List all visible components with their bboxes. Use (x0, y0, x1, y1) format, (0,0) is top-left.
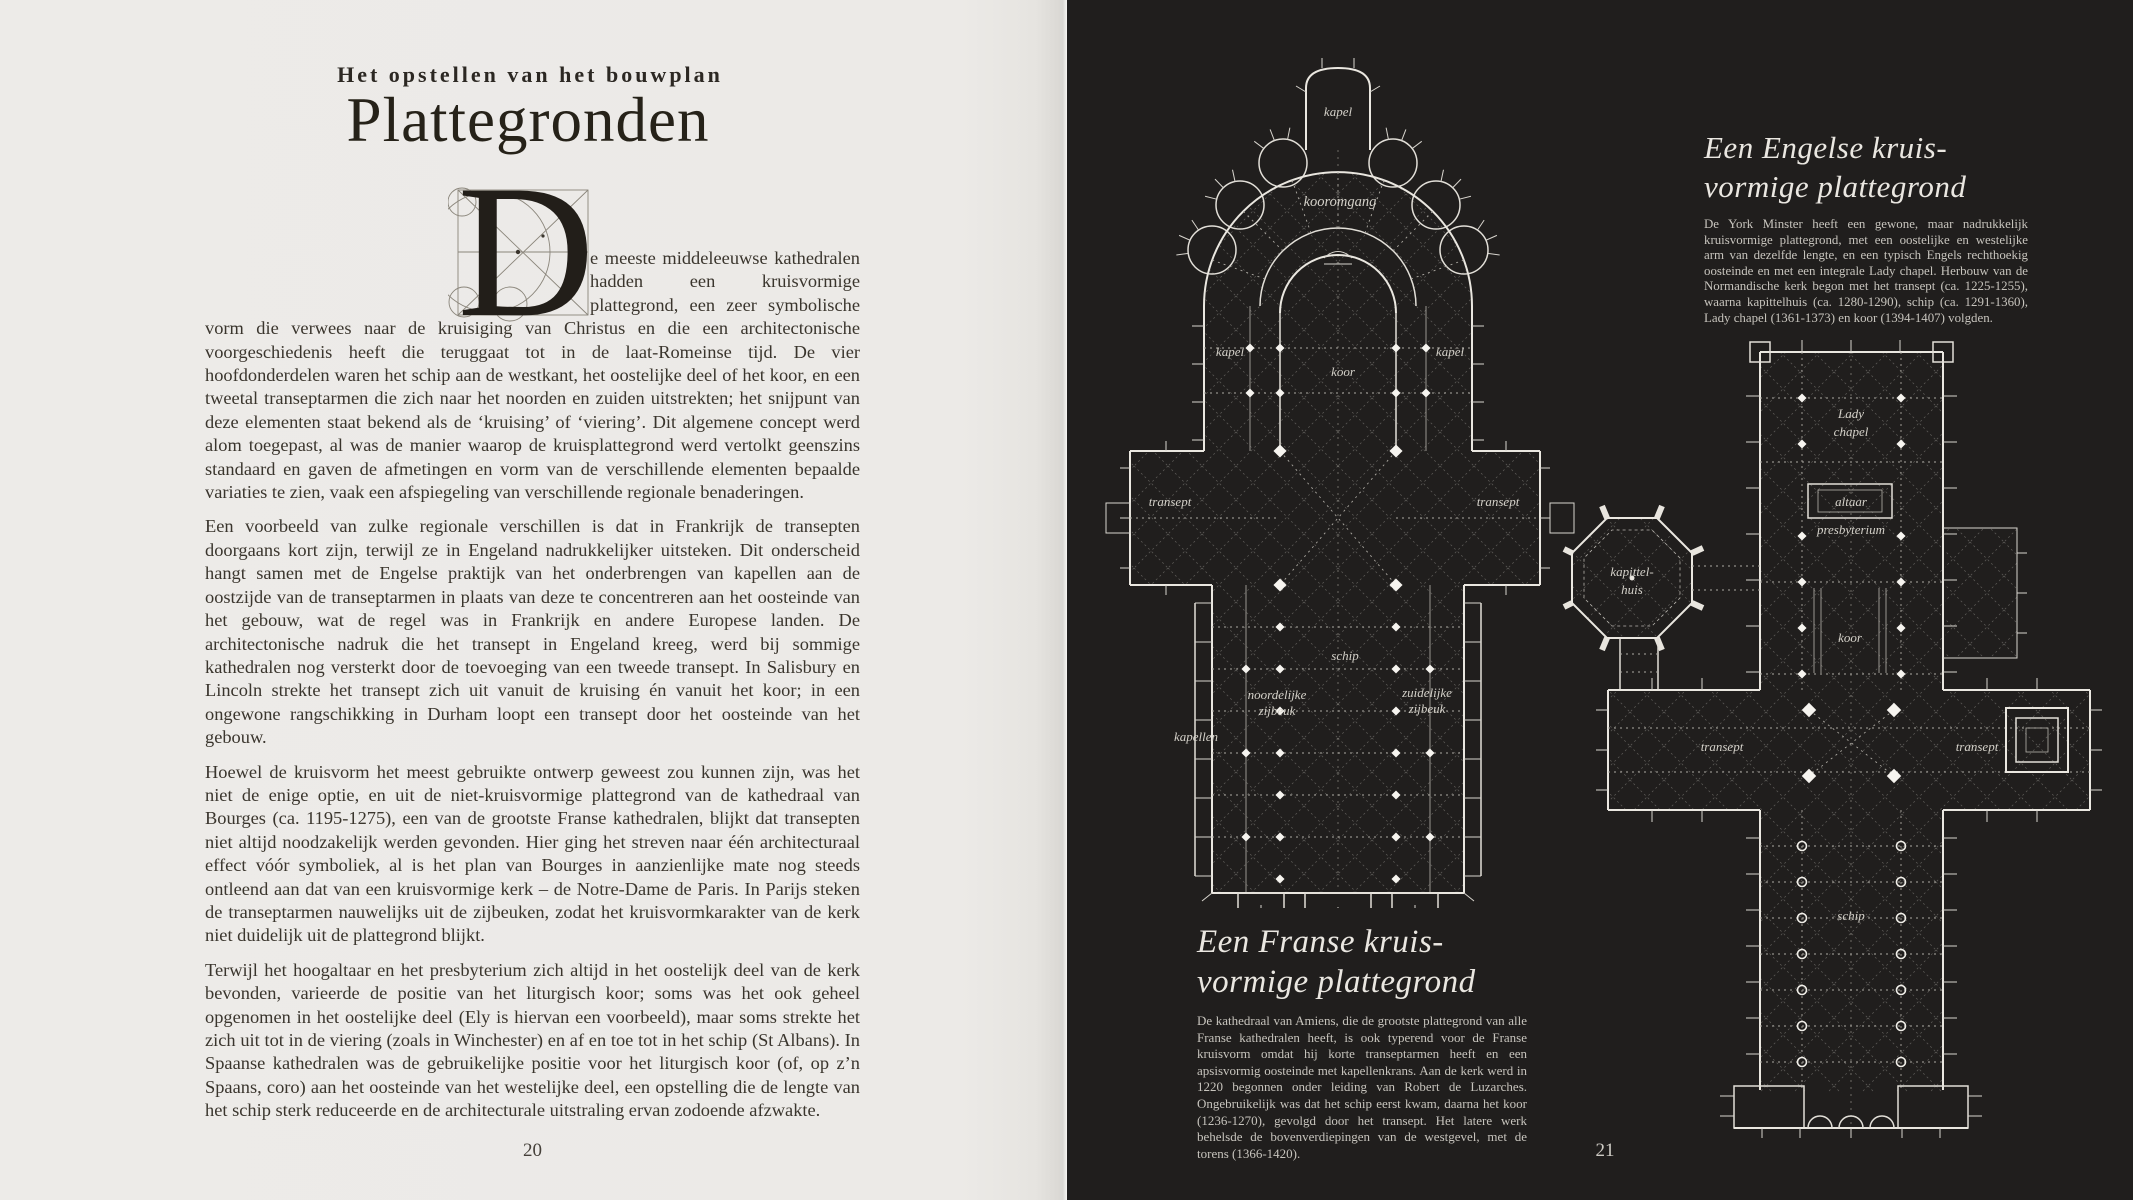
plan-label-choir: koor (1838, 630, 1862, 645)
plan-label-chapel-left: kapel (1215, 344, 1245, 359)
section-kicker: Het opstellen van het bouwplan (337, 62, 723, 87)
paragraph-4: Terwijl het hoogaltaar en het presbyterium zich altijd in het oostelijk deel van de kerk bevonden, varieerde de positie van het liturgisch koor; soms was het ook geheel opgenomen in het oostelijke deel (Ely is hiervan een voorbeeld), maar soms strekte het zich uit tot in de viering (zoals in Winchester) en af en toe tot in het schip (St Albans). In Spaanse kathedralen was de gebruikelijke positie voor het liturgisch koor (of, op z’n Spaans, coro) aan het oosteinde van het westelijke deel, een opstelling die de lengte van het schip sterk reduceerde en de architecturale uitstraling ervan zodoende afzwakte. (205, 959, 860, 1121)
article-body (205, 182, 860, 1123)
plan-label-transept-right: transept (1955, 739, 1999, 754)
plan-label-transept-left: transept (1700, 739, 1744, 754)
plan-label-lady-chapel-2: chapel (1833, 424, 1869, 439)
english-heading-line-1: Een Engelse kruis- (1704, 130, 1948, 165)
english-section-body: De York Minster heeft een gewone, maar nadrukkelijk kruisvormige plattegrond, met een oostelijke en westelijke arm van dezelfde lengte, en een typisch Engels rechthoekig oosteinde en met een integrale Lady chapel. Herbouw van de Normandische kerk begon met het transept (ca. 1225-1255), waarna kapittelhuis (ca. 1280-1290), schip (ca. 1291-1360), Lady chapel (1361-1373) en koor (1394-1407) volgden. (1704, 217, 2028, 325)
plan-label-chapel-right: kapel (1435, 344, 1465, 359)
paragraph-text: e meeste middeleeuwse kathedralen hadden een kruisvormige plattegrond, een zeer symbolische vorm die verwees naar de kruisiging van Christus en die een architectonische voorgeschiedenis heeft die teruggaat tot in de laat-Romeinse tijd. De vier hoofdonderdelen waren het schip aan de westkant, het oostelijke deel of het koor, en een tweetal transeptarmen die zich naar het noorden en zuiden uitstrekten; het snijpunt van deze elementen staat bekend als de ‘kruising’ of ‘viering’. Dit algemene concept werd alom toegepast, al was de manier waarop de kruisplattegrond werd vertolkt geenszins standaard en gaven de afmetingen en vorm van de verschillende elementen bepaalde variaties te zien, vaak een afspiegeling van verschillende regionale benaderingen. (205, 248, 860, 503)
plan-label-south-aisle: zuidelijke (1402, 685, 1452, 700)
plan-label-north-aisle: noordelijke (1247, 687, 1307, 702)
plan-label-nave: schip (1837, 908, 1865, 923)
plan-label-transept-right: transept (1476, 494, 1520, 509)
english-plan-section (1704, 128, 2028, 326)
paragraph-2: Een voorbeeld van zulke regionale verschillen is dat in Frankrijk de transepten doorgaans kort zijn, terwijl ze in Engeland nadrukkelijker uitsteken. Dit onderscheid hangt samen met de Engelse praktijk van het onderbrengen van kapellen aan de oostzijde van de transeptarmen in plaats van deze te concentreren aan het oosteinde van het gebouw, wat de regel was in Frankrijk en andere Europese landen. De architectonische nadruk die het transept in Engeland kreeg, werd bij sommige kathedralen nog versterkt door de toevoeging van een tweede transept. In Salisbury en Lincoln strekte het transept zich uit vanuit de kruising én vanuit het koor; in een ongewone rangschikking in Durham loopt een transept door het oosteinde van het gebouw. (205, 516, 860, 748)
plan-label-chapter-house-2: huis (1621, 582, 1643, 597)
page-number-right: 21 (1595, 1140, 1615, 1161)
french-plan-section (1197, 922, 1527, 1162)
french-heading-line-2: vormige plattegrond (1197, 964, 1476, 1000)
drop-cap-letter: D (457, 182, 595, 354)
english-section-heading (1704, 128, 2028, 206)
plan-label-transept-left: transept (1148, 494, 1192, 509)
plan-label-ambulatory: kooromgang (1303, 194, 1377, 210)
paragraph-3: Hoewel de kruisvorm het meest gebruikte ontwerp geweest zou kunnen zijn, was het niet de enige optie, en uit de niet-kruisvormige plattegrond van de kathedraal van Bourges (ca. 1195-1275), een van de grootste Franse kathedralen, blijkt dat transepten niet altijd noodzakelijk werden gevonden. Hier ging het streven naar één architecturaal effect vóór symboliek, al is het plan van Bourges in aanzienlijke mate nog steeds ontleend aan dat van een kruisvormige kerk – de Notre-Dame de Paris. In Parijs steken de transeptarmen nauwelijks uit de zijbeuken, zodat het kruisvormkarakter van de kerk niet duidelijk uit de plattegrond blijkt. (205, 761, 860, 946)
plan-label-chapels: kapellen (1173, 729, 1219, 744)
french-heading-line-1: Een Franse kruis- (1197, 924, 1444, 960)
drop-cap-initial (448, 182, 600, 354)
plan-label-axial-chapel: kapel (1323, 104, 1353, 119)
english-cathedral-plan-figure (1562, 338, 2120, 1138)
plan-label-north-aisle-2: zijbeuk (1258, 703, 1296, 718)
plan-label-altar: altaar (1835, 494, 1867, 509)
right-page (1067, 0, 2133, 1200)
plan-label-choir: koor (1331, 364, 1355, 379)
paragraph-1 (205, 182, 860, 504)
plan-label-lady-chapel: Lady (1838, 406, 1864, 421)
page-number-left: 20 (523, 1140, 542, 1161)
english-heading-line-2: vormige plattegrond (1704, 169, 1967, 204)
plan-label-south-aisle-2: zijbeuk (1408, 701, 1446, 716)
page-title: Plattegronden (346, 85, 710, 155)
french-section-body: De kathedraal van Amiens, die de grootste plattegrond van alle Franse kathedralen heeft, is ook typerend voor de Franse kruisvorm omdat hij korte transeptarmen heeft en een apsisvormig oosteinde met kapellenkrans. Aan de kerk werd in 1220 begonnen onder leiding van Robert de Luzarches. Ongebruikelijk was dat het schip eerst kwam, daarna het koor (1236-1270), gevolgd door het transept. Het latere werk behelsde de bovenverdiepingen van de westgevel, met de torens (1366-1420). (1197, 1013, 1527, 1161)
french-cathedral-plan-figure (1100, 58, 1580, 908)
plan-label-chapter-house: kapittel- (1610, 564, 1654, 579)
french-section-heading (1197, 922, 1527, 1002)
plan-label-presbytery: presbyterium (1816, 522, 1886, 537)
plan-label-nave: schip (1331, 648, 1359, 663)
